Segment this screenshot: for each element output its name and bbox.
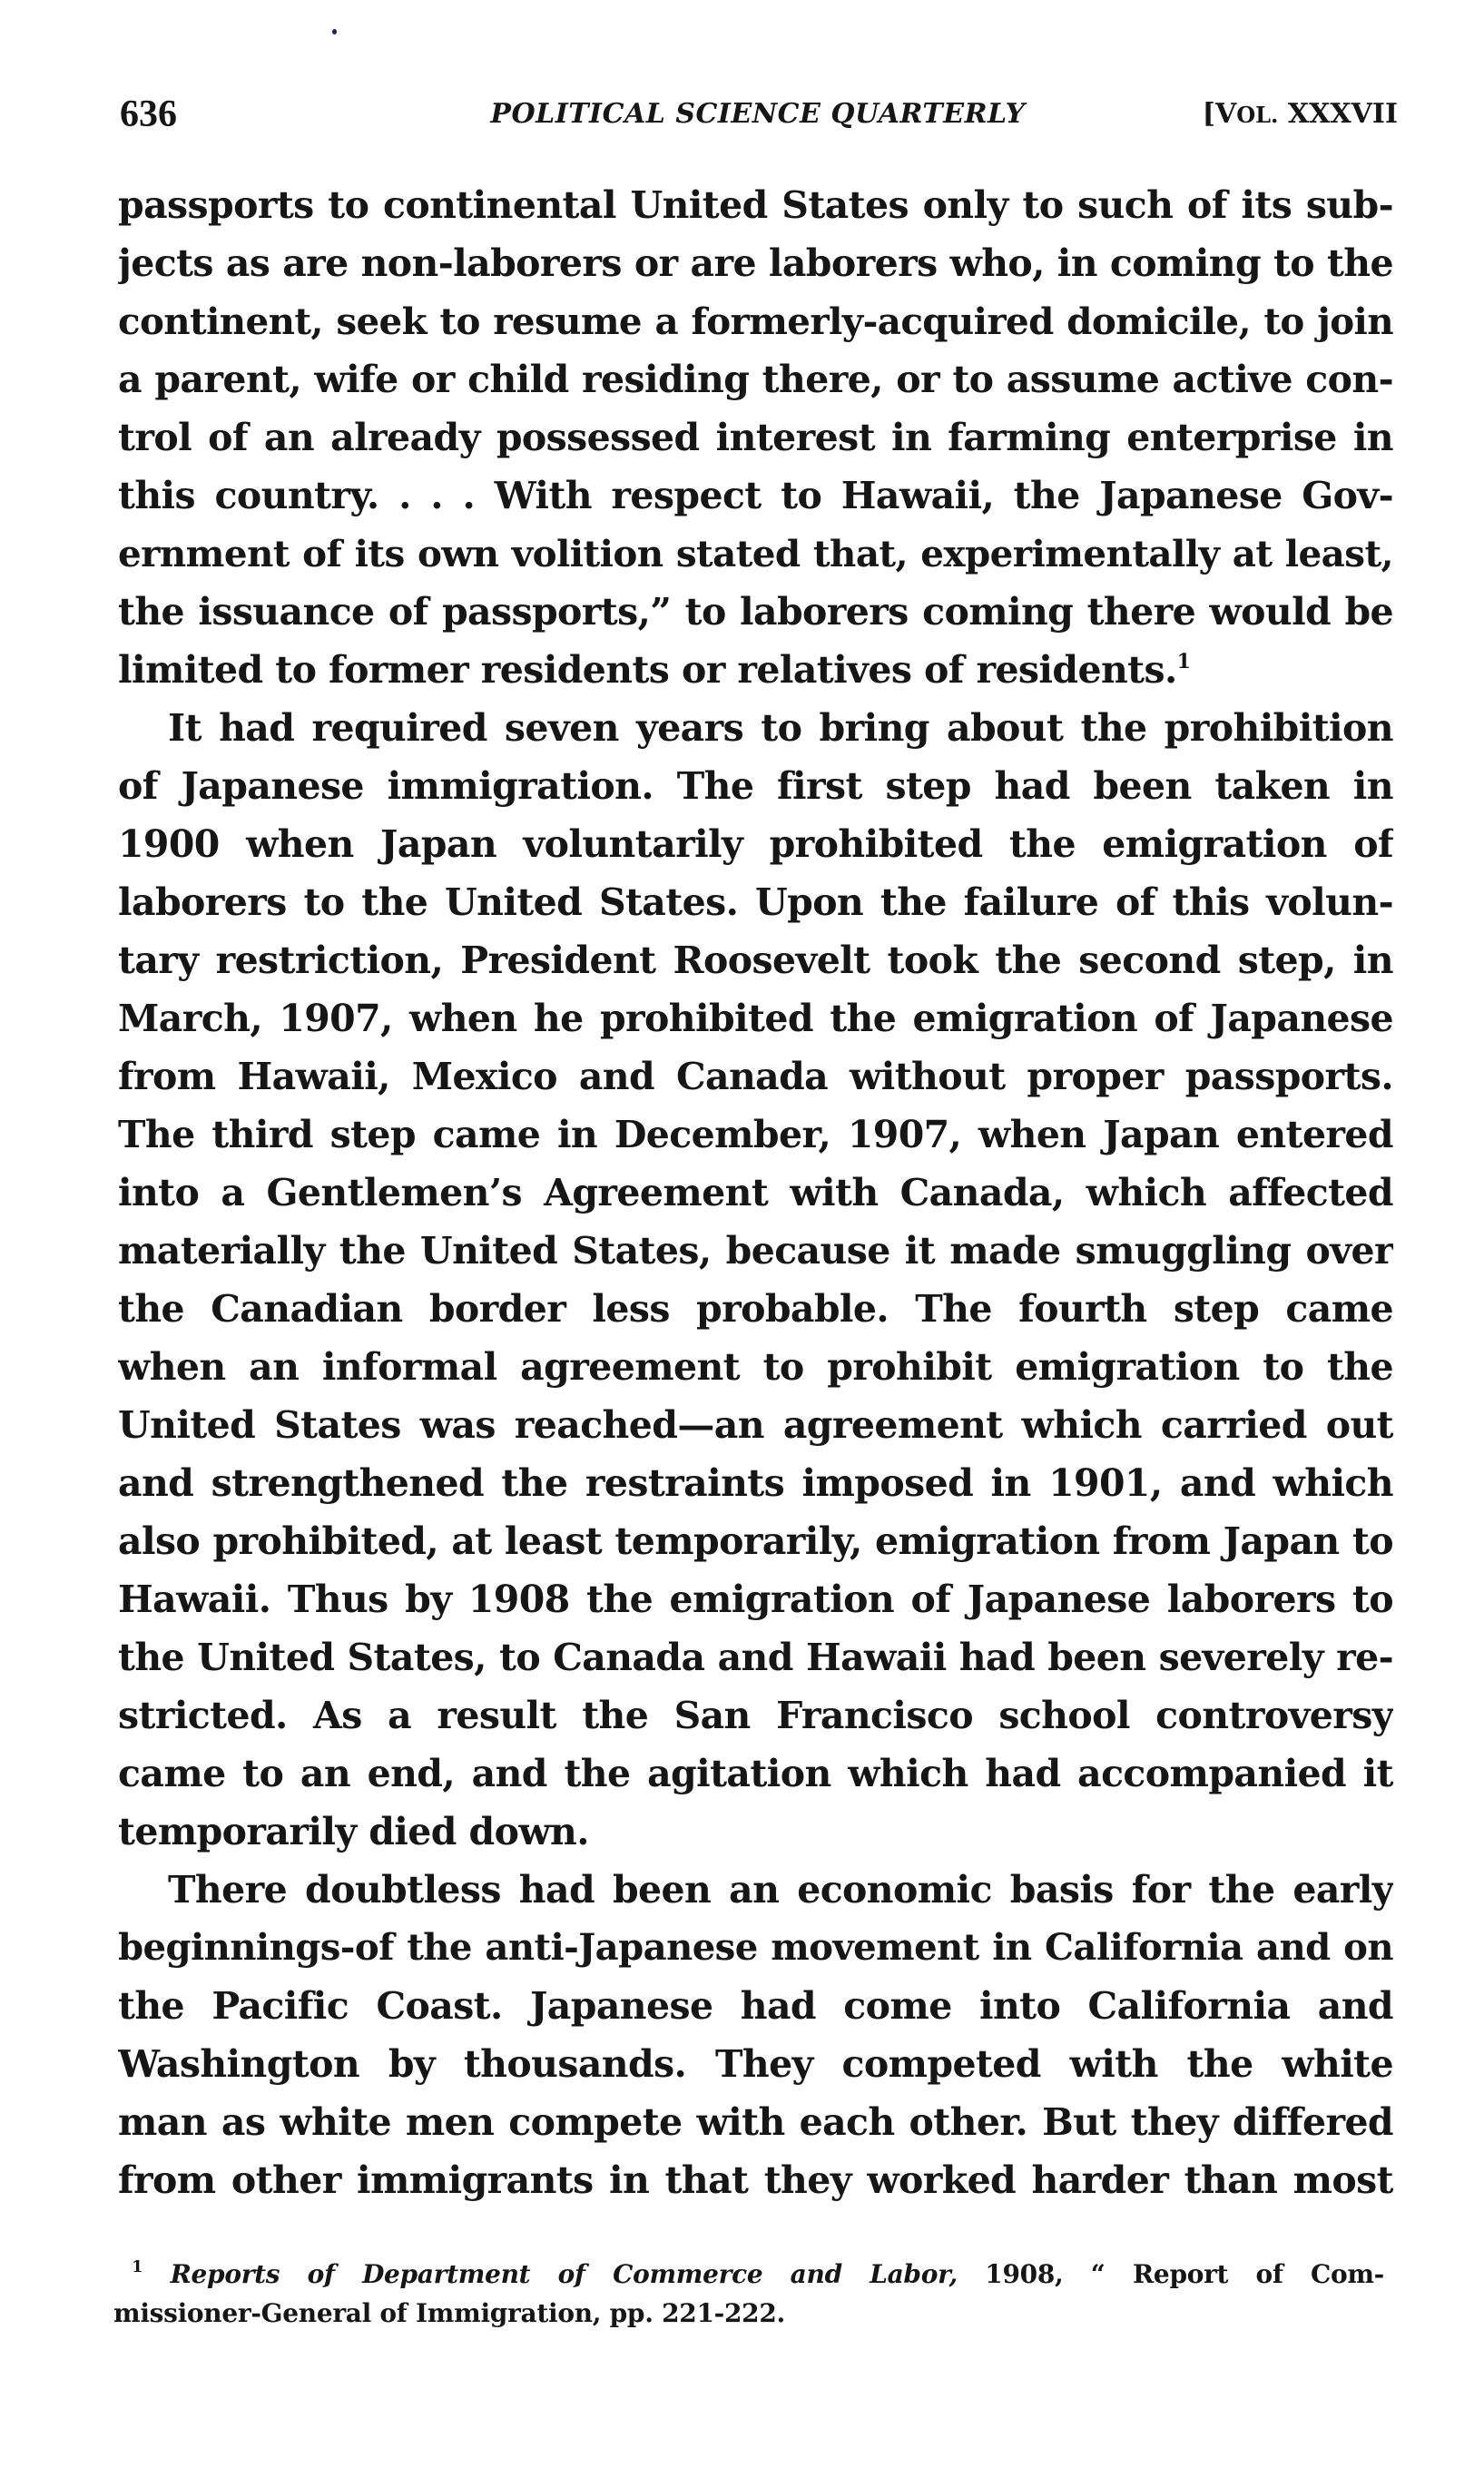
footnotes xyxy=(113,2255,1384,2333)
paragraph-2 xyxy=(118,699,1393,1861)
text-line: Hawaii. Thus by 1908 the emigration of Japanese laborers to xyxy=(118,1578,1393,1621)
text-line: came to an end, and the agitation which had accompanied it xyxy=(118,1752,1393,1795)
text-line: tary restriction, President Roosevelt took the second step, in xyxy=(118,939,1393,982)
text-line: and strengthened the restraints imposed in 1901, and which xyxy=(118,1461,1393,1505)
text-line: passports to continental United States only to such of its sub- xyxy=(118,183,1393,227)
footnote-reference[interactable]: 1 xyxy=(1176,650,1191,673)
footnote-source-detail: 1908, “ Report of Com- xyxy=(957,2259,1384,2289)
text-line: this country. . . . With respect to Hawaii, the Japanese Gov- xyxy=(118,474,1393,517)
text-line: also prohibited, at least temporarily, emigration from Japan to xyxy=(118,1519,1393,1563)
text-line: materially the United States, because it made smuggling over xyxy=(118,1229,1393,1273)
body-text xyxy=(118,176,1393,2209)
text-line: ernment of its own volition stated that, experimentally at least, xyxy=(118,532,1393,575)
text-line: March, 1907, when he prohibited the emigration of Japanese xyxy=(118,997,1393,1040)
text-line: 1900 when Japan voluntarily prohibited the emigration of xyxy=(118,822,1393,866)
text-line xyxy=(118,641,1393,699)
text-line: the United States, to Canada and Hawaii had been severely re- xyxy=(118,1636,1393,1679)
volume-number: XXXVII xyxy=(1278,98,1398,130)
text-line: There doubtless had been an economic basis for the early xyxy=(168,1868,1393,1912)
paragraph-1 xyxy=(118,176,1393,699)
journal-title: POLITICAL SCIENCE QUARTERLY xyxy=(490,98,1026,130)
text-line: the Pacific Coast. Japanese had come into California and xyxy=(118,1984,1393,2028)
text-line: from other immigrants in that they worked harder than most xyxy=(118,2158,1393,2202)
text-line: the issuance of passports,” to laborers coming there would be xyxy=(118,590,1393,634)
text-line: stricted. As a result the San Francisco school controversy xyxy=(118,1694,1393,1737)
text-line: Washington by thousands. They competed with the white xyxy=(118,2042,1393,2086)
text-line: the Canadian border less probable. The fourth step came xyxy=(118,1287,1393,1331)
footnote-line: missioner-General of Immigration, pp. 221-222. xyxy=(113,2298,785,2328)
text-line: continent, seek to resume a formerly-acquired domicile, to join xyxy=(118,300,1393,343)
footnote-source-title: Reports of Department of Commerce and Labor, xyxy=(170,2259,958,2289)
text-line: United States was reached—an agreement which carried out xyxy=(118,1403,1393,1447)
page-number: 636 xyxy=(120,93,177,135)
running-head xyxy=(118,91,1398,142)
text-line: laborers to the United States. Upon the failure of this volun- xyxy=(118,880,1393,924)
text-line: beginnings-of the anti-Japanese movement in California and on xyxy=(118,1926,1393,1969)
footnote-line xyxy=(113,2255,1384,2294)
text-line: trol of an already possessed interest in farming enterprise in xyxy=(118,416,1393,459)
text-line: It had required seven years to bring about the prohibition xyxy=(168,706,1393,750)
text-line: man as white men compete with each other. But they differed xyxy=(118,2100,1393,2144)
text-line: a parent, wife or child residing there, or to assume active con- xyxy=(118,358,1393,401)
text-line-content: limited to former residents or relatives of residents. xyxy=(118,648,1177,692)
text-line: when an informal agreement to prohibit emigration to the xyxy=(118,1345,1393,1389)
text-line: The third step came in December, 1907, when Japan entered xyxy=(118,1113,1393,1156)
paragraph-3 xyxy=(118,1861,1393,2209)
scan-speck xyxy=(332,29,337,34)
text-line: jects as are non-laborers or are laborers who, in coming to the xyxy=(118,241,1393,285)
text-line: temporarily died down. xyxy=(118,1810,589,1853)
volume-smallcaps: OL. xyxy=(1236,102,1279,128)
volume-label xyxy=(1203,96,1398,133)
volume-prefix: [V xyxy=(1202,98,1237,130)
text-line: into a Gentlemen’s Agreement with Canada, which affected xyxy=(118,1171,1393,1214)
text-line: from Hawaii, Mexico and Canada without proper passports. xyxy=(118,1055,1393,1098)
text-line: of Japanese immigration. The first step had been taken in xyxy=(118,764,1393,808)
footnote-marker: 1 xyxy=(132,2257,143,2276)
